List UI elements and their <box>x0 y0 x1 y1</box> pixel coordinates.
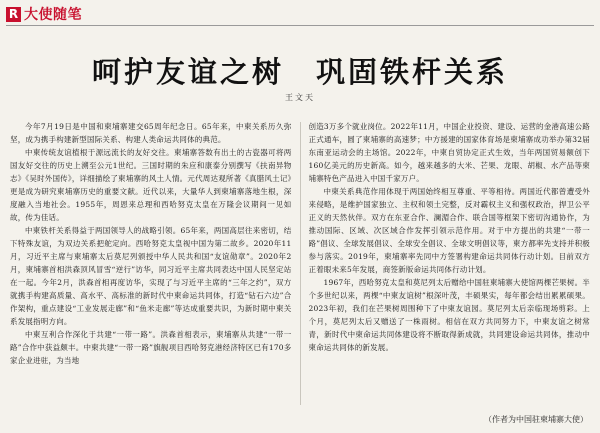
paragraph: 今年7月19日是中国和柬埔寨建交65周年纪念日。65年来，中柬关系历久弥坚，成为携手构建新型国际关系、构建人类命运共同体的典范。 <box>10 122 292 144</box>
right-column <box>309 120 591 407</box>
left-column <box>10 120 292 407</box>
headline: 呵护友谊之树 巩固铁杆关系 <box>91 55 508 89</box>
column-name: 大使随笔 <box>24 7 82 23</box>
top-rule <box>6 25 594 26</box>
author-signature: （作者为中国驻柬埔寨大使） <box>484 415 588 424</box>
column-logo: R <box>6 7 21 22</box>
article-body <box>10 120 590 407</box>
paragraph: 中柬互利合作深化于共建“一带一路”。洪森首相表示，柬埔寨从共建“一带一路”合作中获益颇丰。中柬共建“一带一路”旗舰项目西哈努克港经济特区已有170多家企业进驻，为当地 <box>10 330 292 365</box>
author-byline: 王文天 <box>285 93 315 102</box>
column-header <box>6 5 82 23</box>
column-divider <box>300 122 301 405</box>
paragraph: 创造3万多个就业岗位。2022年11月，中国企业投资、建设、运营的金港高速公路正式通车，圆了柬埔寨的高速梦；中方援建的国家体育场是柬埔寨成功举办第32届东南亚运动会的主场馆。2022年，中柬自贸协定正式生效，当年两国贸易额创下160亿美元的历史新高。如今，越来越多的大米、芒果、龙眼、胡椒、水产品等柬埔寨特色产品进入中国千家万户。 <box>308 122 590 183</box>
paragraph: 1967年，西哈努克太皇和莫尼列太后赠给中国驻柬埔寨大使馆两棵芒果树。半个多世纪以来，两棵“中柬友谊树”根深叶茂，丰硕果实，每年都会结出累累硕果。2023年初，我们在芒果树周围种下了中柬友谊园。莫尼列太后亲临现场剪彩。上个月，莫尼列太后又赠送了一株雨树。相信在双方共同努力下，中柬友谊之树常青，新时代中柬命运共同体建设将不断取得新成就，共同建设命运共同体，推动中柬命运共同体的新发展。 <box>308 278 590 352</box>
paragraph: 中柬关系典范作用体现于两国始终相互尊重、平等相待。两国近代都曾遭受外来侵略，是维护国家独立、主权和领土完整，反对霸权主义和强权政治，捍卫公平正义的天然伙伴。双方在东亚合作、澜湄合作、联合国等框架下密切沟通协作，为推动国际、区域、次区域合作发挥引领示范作用。对于中方提出的共建“一带一路”倡议、全球发展倡议、全球安全倡议、全球文明倡议等，柬方都率先支持并积极参与落实。2019年，柬埔寨率先同中方签署构建命运共同体行动计划。目前双方正着眼未来5年发展，商签新版命运共同体行动计划。 <box>308 187 590 274</box>
paragraph: 中柬传统友谊植根于源远流长的友好交往。柬埔寨答数有出土的古瓷器可将两国友好交往的历史上溯至公元1世纪。三国时期的朱应和康泰分别撰写《扶南异物志》《吴时外国传》，详细描绘了柬埔寨的风土人情。元代周达观所著《真腊风土记》更是成为研究柬埔寨历史的重要文献。近代以来，大量华人到柬埔寨落地生根，深度融入当地社会。1955年，周恩来总理和西哈努克太皇在万隆会议期间一见如故，传为佳话。 <box>10 148 292 222</box>
paragraph: 中柬铁杆关系得益于两国领导人的战略引领。65年来，两国高层往来密切，结下特殊友谊，为双边关系把舵定向。西哈努克太皇视中国为第二故乡。2020年11月，习近平主席与柬埔寨太后莫尼列颁授中华人民共和国“友谊勋章”。2020年2月，柬埔寨首相洪森顶风冒雪“逆行”访华，同习近平主席共同表达中国人民坚定站在一起。今年2月，洪森首相再度访华，实现了与习近平主席的“三年之约”，双方就携手构建高质量、高水平、高标准的新时代中柬命运共同体，打造“钻石六边”合作架构，重点建设“工业发展走廊”和“鱼米走廊”等达成重要共识，为新时期中柬关系发展指明方向。 <box>10 226 292 326</box>
